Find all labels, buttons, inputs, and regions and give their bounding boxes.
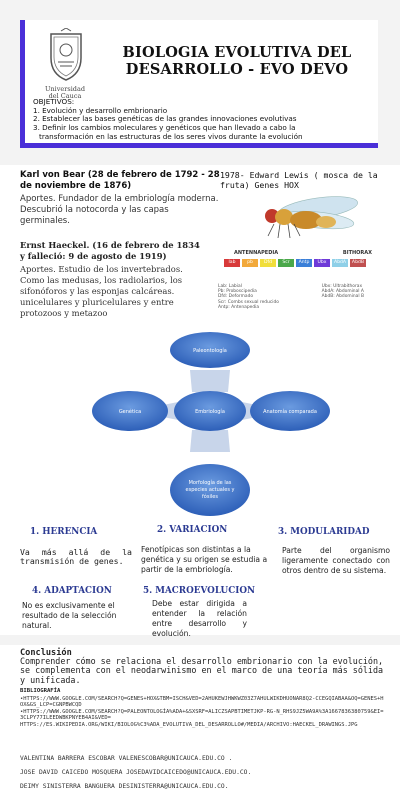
objectives — [33, 98, 373, 142]
authors-list — [20, 752, 390, 795]
hox-gene-dfd: Dfd — [260, 259, 276, 267]
hox-gene-scr: Scr — [278, 259, 294, 267]
haeckel-text: Aportes. Estudio de los invertebrados. Como las medusas, los radiolarios, los sifonóforos y las esponjas calcáreas. unicelulares y pluricelulares y entre protozoos y metazoo — [20, 264, 183, 318]
author-entry: JOSE DAVID CAICEDO MOSQUERA JOSEDAVIDCAICEDO@UNICAUCA.EDU.CO. — [20, 769, 252, 777]
university-name: Universidad del Cauca — [45, 85, 85, 100]
bibliography-list — [20, 696, 385, 728]
legend-left: Lab: Labial Pb: Proboscipedia Dfd: Deformado Scr: Combs sexual reducido Antp: Antenapedia — [218, 284, 279, 310]
section-herencia-title: 1. HERENCIA — [30, 527, 98, 537]
objective-item: transformación en las estructuras de los seres vivos durante la evolución — [39, 131, 303, 141]
section-adaptacion-title: 4. ADAPTACION — [32, 586, 112, 596]
bithorax-label: BITHORAX — [342, 250, 372, 256]
hox-gene-abda: AbdA — [333, 260, 347, 265]
conclusion-text: Comprender cómo se relaciona el desarrollo embrionario con la evolución, se complementa con el neodarwinismo en el marco de una teoría más sólida y unificada. — [20, 656, 384, 685]
hox-gene-pb: pb — [242, 259, 258, 267]
haeckel-title: Ernst Haeckel. (16 de febrero de 1834 y falleció: 9 de agosto de 1919) — [20, 240, 200, 261]
bibliography-title: BIBLIOGRAFÍA — [20, 688, 61, 694]
fruit-fly-illustration — [214, 190, 386, 290]
hox-gene-bar — [214, 250, 386, 267]
bibliography-entry: HTTPS://ES.WIKIPEDIA.ORG/WIKI/BIOLOG%C3%ADA_EVOLUTIVA_DEL_DESARROLLO#/MEDIA/ARCHIVO:HAECKEL_DRAWINGS.JPG — [20, 721, 358, 728]
lewis-title: 1978- Edward Lewis ( mosca de la fruta) Genes HOX — [220, 170, 378, 190]
bibliography-entry: •HTTPS://WWW.GOOGLE.COM/SEARCH?Q=GENES+HOX&TBM=ISCH&VED=2AHUKEWJHWKWZ03Z7AHULWIKDHUONAR8Q2-CCEGQIABAA&OQ=GENES+HOX&GS_LCP=CGNPBWCQD — [20, 696, 384, 709]
hox-gene-ubx: Ubx — [314, 259, 330, 267]
section-macroevolucion-title: 5. MACROEVOLUCION — [143, 586, 256, 596]
header-panel — [20, 20, 378, 148]
legend-right: Ubx: Ultrabithorax AbdA: Abdominal A AbdB: Abdominal B — [321, 284, 364, 300]
bibliography-entry: •HTTPS://WWW.GOOGLE.COM/SEARCH?Q=PALEONTOLOGÍA%ADA+&SXSRF=ALICZSAPBTIMETJKP-RG-N_RHS9JZ5WA9A%3A1667836380759&EI=3CLPY77ILEEDWBKPNYEB4AI&VED= — [20, 708, 384, 722]
hox-legend — [218, 284, 388, 310]
node-paleontologia-label: Paleontología — [193, 348, 227, 354]
hox-gene-antp: Antp — [296, 259, 312, 267]
section-modularidad-text: Parte del organismo ligeramente conectado con otros dentro de su sistema. — [282, 546, 390, 575]
university-seal-logo — [41, 28, 91, 84]
section-variacion-text: Fenotípicas son distintas a la genética y su origen se estudia a partir de la embriología. — [141, 545, 268, 574]
node-morfologia-label-1: Morfología de las — [188, 480, 232, 486]
node-embriologia-label: Embriología — [195, 409, 225, 415]
author-entry: DEIMY SINISTERRA BANGUERA DESINISTERRA@UNICAUCA.EDU.CO. — [20, 783, 229, 791]
node-morfologia-label-3: fósiles — [202, 494, 218, 500]
author-entry: VALENTINA BARRERA ESCOBAR VALENESCOBAR@UNICAUCA.EDU.CO . — [20, 755, 233, 762]
section-variacion-title: 2. VARIACION — [157, 525, 228, 535]
kvb-text: Aportes. Fundador de la embriología moderna. Descubrió la notocorda y las capas germinales. — [20, 194, 219, 226]
kvb-title: Karl von Bear (28 de febrero de 1792 - 28 de noviembre de 1876) — [20, 170, 220, 191]
objective-item: 2. Establecer las bases genéticas de las grandes innovaciones evolutivas — [33, 114, 297, 124]
page-title: BIOLOGIA EVOLUTIVA DEL DESARROLLO - EVO DEVO — [122, 44, 352, 78]
node-genetica-label: Genética — [118, 409, 142, 415]
objective-item: 3. Definir los cambios moleculares y genéticos que han llevado a cabo la — [33, 123, 296, 133]
hox-gene-lab: lab — [224, 259, 240, 267]
section-macroevolucion-text: Debe estar dirigida a entender la relación entre desarrollo y evolución. — [152, 599, 247, 638]
section-adaptacion-text: No es exclusivamente el resultado de la selección natural. — [22, 601, 117, 630]
evo-devo-diagram — [90, 330, 330, 530]
objective-item: 1. Evolución y desarrollo embrionario — [33, 105, 168, 115]
objectives-title: OBJETIVOS: — [33, 97, 75, 106]
hox-gene-abdb: AbdB — [351, 260, 365, 265]
antennapedia-label: ANTENNAPEDIA — [234, 250, 279, 256]
arrow-down — [190, 430, 230, 452]
node-morfologia-label-2: especies actuales y — [185, 487, 235, 493]
conclusion-title: Conclusión — [20, 648, 72, 658]
node-anatomia-label: Anatomía comparada — [263, 409, 317, 415]
section-herencia-text: Va más allá de la transmisión de genes. — [20, 547, 132, 567]
arrow-up — [190, 370, 230, 392]
section-modularidad-title: 3. MODULARIDAD — [278, 527, 370, 537]
